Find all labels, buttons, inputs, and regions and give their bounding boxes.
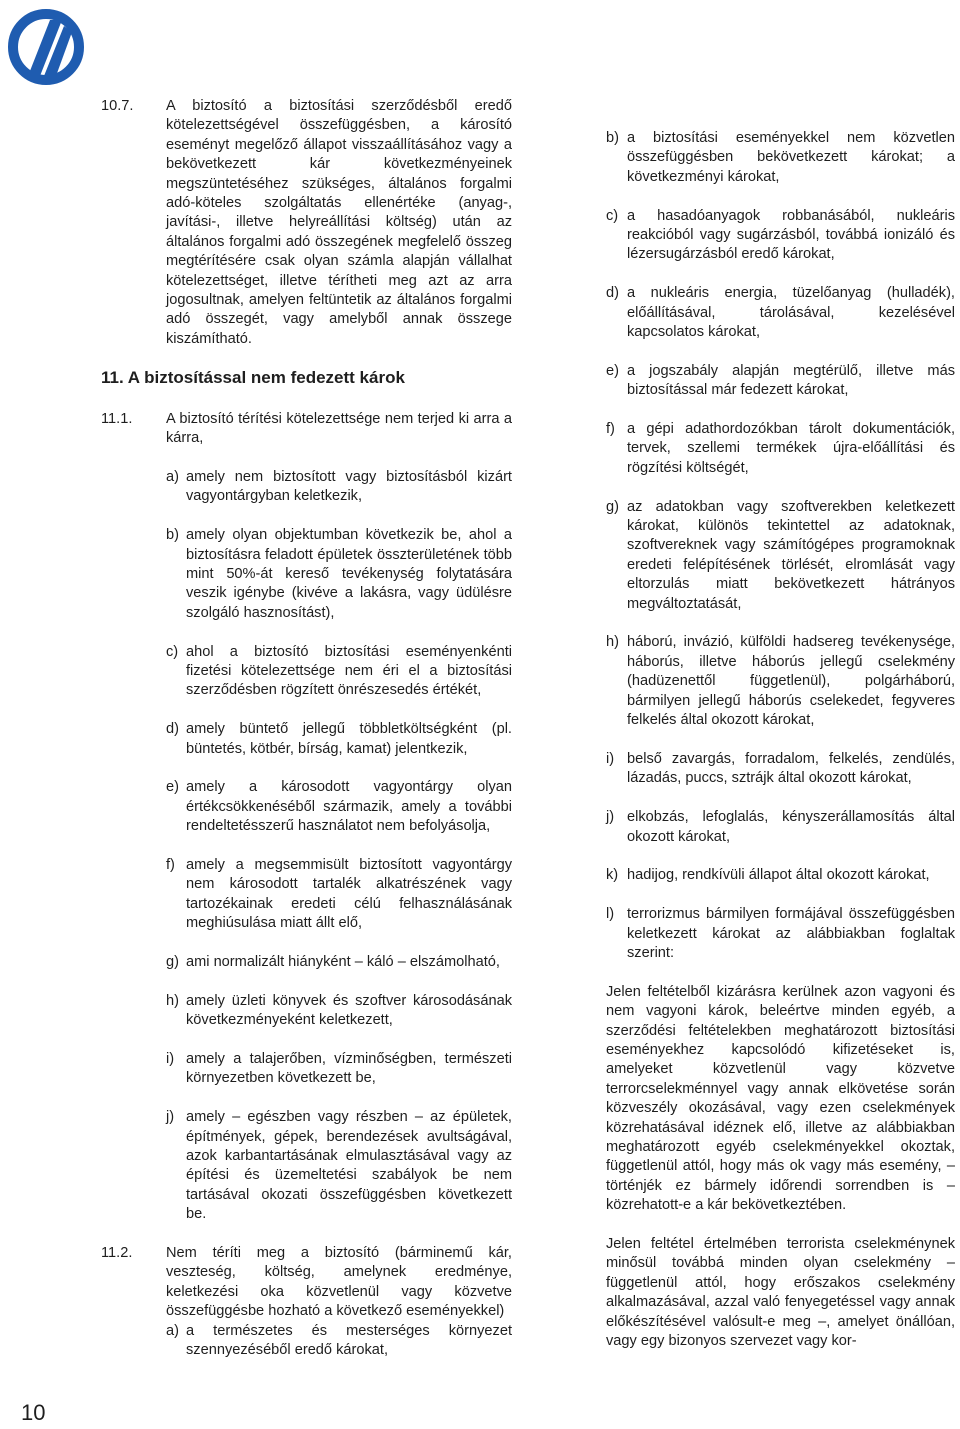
list-item (606, 129, 955, 187)
item-letter: k) (606, 867, 619, 884)
item-letter: j) (606, 809, 615, 826)
terrorism-paragraph-2: Jelen feltétel értelmében terrorista cselekménynek minősül továbbá minden olyan cselekmény – függetlenül attól, hogy erőszakos cselekmény alkalmazásával, azzal való fenyegetéssel vagy annak előkészítésével valósult-e meg –, amelyet önállóan, vagy egy bizonyos szervezet vagy kor- (606, 1235, 955, 1349)
item-text: hadijog, rendkívüli állapot által okozott károkat, (627, 867, 930, 884)
item-text: amely a megsemmisült biztosított vagyontárgy nem károsodott tartalék alkatrészének vagy tartozékainak eredeti célú felhasználásának meghiúsulása miatt állt elő, (186, 856, 512, 932)
item-letter: f) (166, 856, 175, 873)
item-text: terrorizmus bármilyen formájával összefüggésben keletkezett károkat az alábbiakban foglaltak szerint: (627, 906, 955, 961)
list-item (166, 1050, 512, 1089)
item-letter: c) (166, 643, 179, 660)
item-text: amely üzleti könyvek és szoftver károsodásának következményeként keletkezett, (186, 992, 512, 1029)
item-letter: a) (166, 468, 179, 485)
left-column (101, 97, 512, 1360)
item-text: a nukleáris energia, tüzelőanyag (hulladék), előállításával, tárolásával, kezelésével kapcsolatos károkat, (627, 285, 955, 341)
list-item (166, 1108, 512, 1224)
item-text: háború, invázió, külföldi hadsereg tevékenysége, háborús, illetve háborús jellegű cselekmény (hadüzenettől függetlenül), polgárháború, bármilyen jellegű háborús cselekedet, fegyveres felkelés által okozott károkat, (627, 634, 955, 729)
list-item (166, 526, 512, 623)
list-item (606, 284, 955, 342)
item-letter: e) (166, 779, 179, 796)
item-text: a hasadóanyagok robbanásából, nukleáris reakcióból vagy sugárzásból, továbbá ionizáló és lézersugárzásból eredő károkat, (627, 207, 955, 263)
list-item (606, 207, 955, 265)
list-item (166, 720, 512, 759)
list-item (606, 420, 955, 478)
item-letter: h) (166, 992, 179, 1009)
item-letter: f) (606, 421, 615, 438)
list-item (166, 856, 512, 934)
list-item (166, 643, 512, 701)
item-letter: i) (606, 750, 615, 767)
item-text: a természetes és mesterséges környezet szennyezéséből eredő károkat, (186, 1322, 512, 1359)
item-text: az adatokban vagy szoftverekben keletkezett károkat, különös tekintettel az adatoknak, szoftvereknek vagy számítógépes programoknak eredeti felépítésének törlését, elromlását vagy eltorzulás miatt bekövetkezett hátrányos megváltoztatását, (627, 498, 955, 612)
list-item (606, 905, 955, 963)
item-letter: c) (606, 207, 619, 224)
section-number: 11.1. (101, 410, 133, 427)
section-body (166, 1244, 512, 1360)
section-11-2 (101, 1244, 512, 1360)
list-item (606, 362, 955, 401)
list-item (606, 498, 955, 614)
item-letter: g) (606, 498, 619, 515)
item-text: amely olyan objektumban következik be, ahol a biztosításra feladott épületek összterületének több mint 50%-át kereső tevékenység folytatására veszik igénybe (kivéve a lakásra, vagy üdülésre szolgáló hasznosítást), (186, 527, 512, 621)
section-text: A biztosító a biztosítási szerződésből eredő kötelezettségével összefüggésben, a károsító eseményt megelőző állapot visszaállításához vagy a bekövetkezett kár következményeinek megszüntetéséhez szükséges, általános forgalmi adó-köteles szolgáltatás ellenértéke (anyag-, javítási-, illetve helyreállítási költség) után az általános forgalmi adó összegének megfelelő összeg megtérítésére csak olyan számla alapján vállalhat kötelezettséget, illetve térítheti meg azt az arra jogosultnak, amelyen feltüntetik az általános forgalmi adó összegét, vagy amelyből annak összege kiszámítható. (166, 98, 512, 347)
insurer-logo (6, 6, 86, 88)
item-letter: b) (606, 130, 619, 146)
exclusion-list (166, 468, 512, 1225)
item-text: a biztosítási eseményekkel nem közvetlen összefüggésben bekövetkezett károkat; a következményi károkat, (627, 130, 955, 185)
item-text: a gépi adathordozókban tárolt dokumentációk, tervek, szellemi termékek újra-előállítási és rögzítési költségét, (627, 421, 955, 476)
list-item (166, 778, 512, 836)
item-letter: d) (606, 285, 619, 302)
list-item (166, 1322, 512, 1361)
list-item (606, 866, 955, 885)
section-10-7 (101, 97, 512, 349)
item-text: a jogszabály alapján megtérülő, illetve más biztosítással már fedezett károkat, (627, 362, 955, 399)
list-item (606, 750, 955, 789)
item-text: amely – egészben vagy részben – az épületek, építmények, gépek, berendezések avultságával, azok karbantartásának elmulasztásával vagy az építési és üzemeltetési szabályok be nem tartásával okozati összefüggésben következett be. (186, 1109, 512, 1223)
item-letter: h) (606, 634, 619, 651)
item-text: amely a károsodott vagyontárgy olyan értékcsökkenéséből származik, amely a további rendeltetésszerű használatot nem befolyásolja, (186, 779, 512, 835)
terrorism-paragraph-1: Jelen feltételből kizárásra kerülnek azon vagyoni és nem vagyoni károk, beleértve minden egyéb, a szerződési feltételekben meghatározott biztosítási eseményekhez kapcsolódó kifizetéseket is, amelyeket közvetlenül vagy közvetve terrorcselekménnyel vagy annak elkövetése során közveszély okozásával, vagy ezen cselekmények közrehatásával idéznek elő, illetve az alábbiakban meghatározott egyéb cselekményekkel okoztak, függetlenül attól, hogy más ok vagy más esemény, – történjék ez bármely időrendi sorrendben is – közrehatott-e a kár bekövetkeztében. (606, 983, 955, 1214)
item-letter: i) (166, 1050, 175, 1067)
item-text: ami normalizált hiányként – káló – elszámolható, (186, 953, 500, 970)
right-column (606, 129, 955, 1371)
section-number: 10.7. (101, 98, 134, 114)
item-text: amely büntető jellegű többletköltségként (pl. büntetés, kötbér, bírság, kamat) jelentkezik, (186, 721, 512, 757)
item-letter: a) (166, 1322, 179, 1339)
item-text: amely nem biztosított vagy biztosításból kizárt vagyontárgyban keletkezik, (186, 468, 512, 505)
section-11-1 (101, 410, 512, 449)
item-text: elkobzás, lefoglalás, kényszerállamosítás által okozott károkat, (627, 809, 955, 845)
exclusion-list-continued (606, 129, 955, 963)
item-text: belső zavargás, forradalom, felkelés, zendülés, lázadás, puccs, sztrájk által okozott károkat, (627, 750, 955, 787)
page-number: 10 (21, 1400, 46, 1425)
section-text: A biztosító térítési kötelezettsége nem terjed ki arra a kárra, (166, 410, 512, 447)
section-number: 11.2. (101, 1244, 133, 1261)
list-item (166, 953, 512, 972)
item-letter: d) (166, 721, 179, 738)
item-letter: b) (166, 527, 179, 544)
section-heading-11: 11. A biztosítással nem fedezett károk (101, 368, 405, 388)
list-item (606, 808, 955, 847)
list-item (166, 992, 512, 1031)
list-item (606, 633, 955, 730)
item-letter: j) (166, 1109, 175, 1126)
item-text: amely a talajerőben, vízminőségben, természeti környezetben következett be, (186, 1050, 512, 1087)
item-letter: l) (606, 906, 615, 923)
list-item (166, 468, 512, 507)
item-letter: e) (606, 362, 619, 379)
item-text: ahol a biztosító biztosítási eseményenkénti fizetési kötelezettsége nem éri el a biztosítási szerződésben rögzített önrészesedés értékét, (186, 643, 512, 699)
item-letter: g) (166, 953, 179, 970)
section-text: Nem téríti meg a biztosító (bárminemű kár, veszteség, költség, amelynek eredménye, keletkezési oka közvetlenül vagy közvetve összefüggésbe hozható a következő eseményekkel) (166, 1244, 512, 1320)
